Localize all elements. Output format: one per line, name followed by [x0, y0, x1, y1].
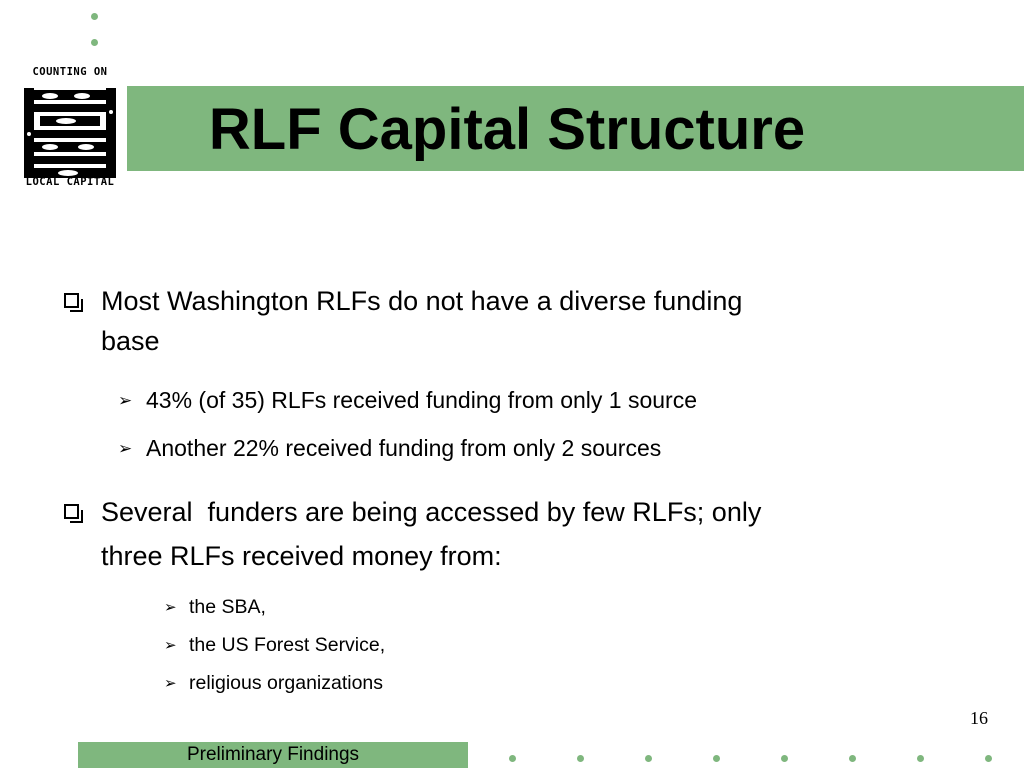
arrow-bullet-icon: ➢ [164, 675, 177, 692]
slide-title: RLF Capital Structure [208, 97, 806, 162]
bullet-2-line-2: three RLFs received money from: [101, 541, 502, 571]
logo [20, 62, 120, 192]
decorative-dot [91, 39, 98, 46]
checkbox-square-icon [64, 293, 79, 308]
page-number: 16 [970, 708, 988, 728]
arrow-bullet-icon: ➢ [118, 391, 133, 410]
footer-label: Preliminary Findings [78, 742, 468, 768]
arrow-bullet-icon: ➢ [164, 599, 177, 616]
decorative-dot [713, 755, 720, 762]
logo-top-text: COUNTING ON [32, 66, 108, 78]
logo-bottom-text: LOCAL CAPITAL [25, 176, 115, 188]
arrow-bullet-icon: ➢ [118, 439, 133, 458]
decorative-dot [917, 755, 924, 762]
bullet-2-line-1: Several funders are being accessed by few RLFs; only [101, 497, 762, 527]
decorative-dot [509, 755, 516, 762]
chain-icon [20, 82, 120, 182]
decorative-dot [781, 755, 788, 762]
bullet-1-line-2: base [101, 326, 160, 356]
decorative-dot [577, 755, 584, 762]
bullet-1-line-1: Most Washington RLFs do not have a diverse funding [101, 286, 743, 316]
decorative-dot [985, 755, 992, 762]
decorative-dot [91, 13, 98, 20]
arrow-bullet-icon: ➢ [164, 637, 177, 654]
checkbox-square-icon [64, 504, 79, 519]
decorative-dot [645, 755, 652, 762]
decorative-dot [849, 755, 856, 762]
